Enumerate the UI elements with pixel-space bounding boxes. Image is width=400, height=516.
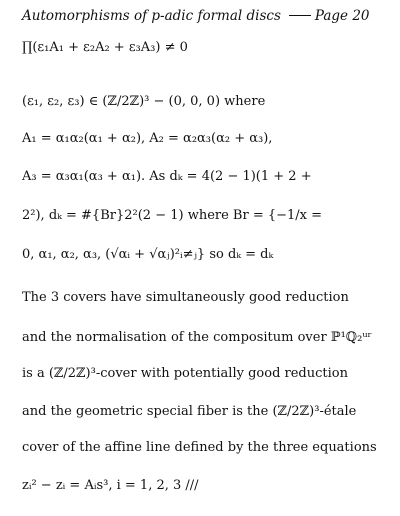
branch-set-line: 0, α₁, α₂, α₃, (√αᵢ + √αⱼ)²ᵢ≠ⱼ} so dₖ = dₖ bbox=[22, 247, 274, 262]
header-title: Automorphisms of p-adic formal discs bbox=[22, 8, 281, 24]
paragraph-line-4: and the geometric special fiber is the (ℤ/2ℤ)³-étale bbox=[22, 404, 357, 419]
paragraph-line-6: zᵢ² − zᵢ = Aᵢs³, i = 1, 2, 3 /// bbox=[22, 478, 199, 493]
discriminant-line: 2²), dₖ = #{Br}2²(2 − 1) where Br = {−1/x = bbox=[22, 208, 323, 223]
epsilon-set-line: (ε₁, ε₂, ε₃) ∈ (ℤ/2ℤ)³ − (0, 0, 0) where bbox=[22, 94, 266, 109]
paragraph-line-5: cover of the affine line defined by the three equations bbox=[22, 440, 377, 455]
product-formula: ∏(ε₁A₁ + ε₂A₂ + ε₃A₃) ≠ 0 bbox=[22, 40, 188, 55]
a1-a2-definition: A₁ = α₁α₂(α₁ + α₂), A₂ = α₂α₃(α₂ + α₃), bbox=[22, 131, 273, 146]
paragraph-line-3: is a (ℤ/2ℤ)³-cover with potentially good reduction bbox=[22, 366, 348, 381]
running-header bbox=[22, 8, 378, 24]
paragraph-line-1: The 3 covers have simultaneously good reduction bbox=[22, 290, 349, 305]
paragraph-line-2: and the normalisation of the compositum over ℙ¹ℚ₂ᵘʳ bbox=[22, 330, 373, 345]
header-separator bbox=[289, 15, 311, 16]
header-page-label: Page 20 bbox=[314, 8, 370, 24]
a3-definition-line: A₃ = α₃α₁(α₃ + α₁). As dₖ = 4(2 − 1)(1 + 2 + bbox=[22, 169, 312, 184]
